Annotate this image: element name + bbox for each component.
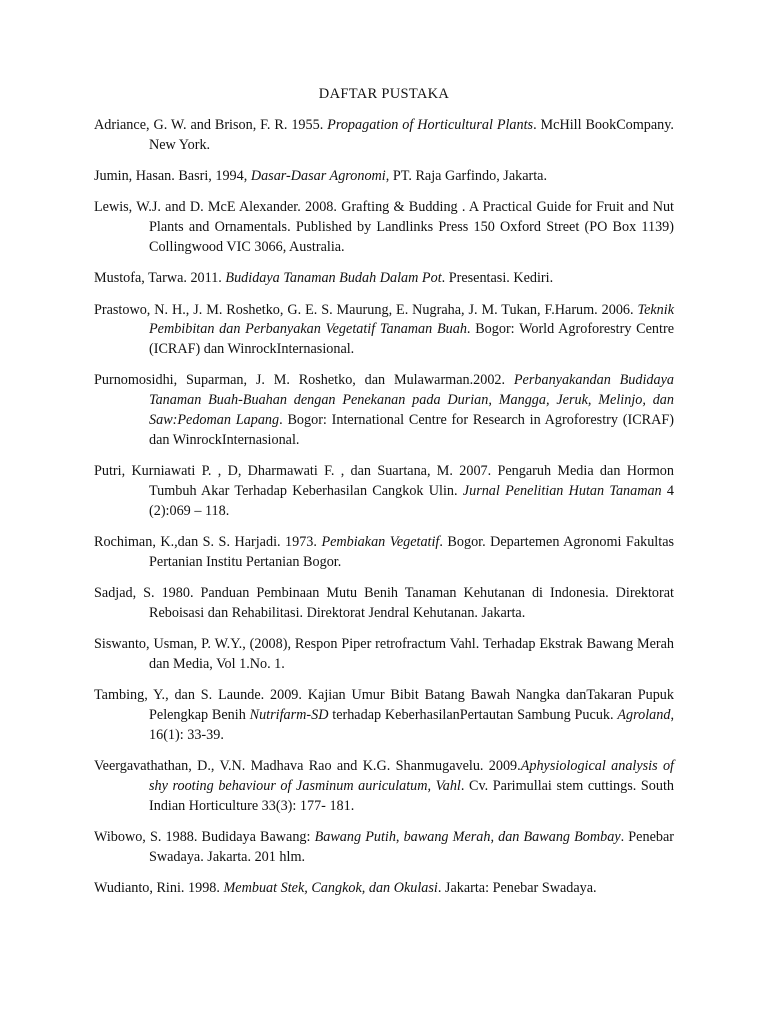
reference-text: Tambing, Y., dan S. Launde. 2009. Kajian Umur Bibit Batang Bawah Nangka danTakaran Pupuk Pelengkap Benih bbox=[94, 687, 674, 724]
reference-text: Rochiman, K.,dan S. S. Harjadi. 1973. bbox=[94, 534, 322, 551]
reference-title-italic: Agroland bbox=[617, 707, 671, 724]
reference-list bbox=[94, 116, 674, 899]
reference-text: . Jakarta: Penebar Swadaya. bbox=[437, 880, 597, 897]
reference-text: Adriance, G. W. and Brison, F. R. 1955. bbox=[94, 117, 328, 133]
reference-title-italic: Budidaya Tanaman Budah Dalam Pot bbox=[225, 270, 442, 287]
reference-text: Wudianto, Rini. 1998. bbox=[94, 880, 224, 897]
reference-text: Jumin, Hasan. Basri, 1994, bbox=[94, 168, 251, 185]
reference-title-italic: Aphysiological analysis of shy rooting behaviour of Jasminum auriculatum, Vahl bbox=[149, 758, 674, 795]
reference-text: 4 (2):069 – 118. bbox=[149, 482, 674, 519]
reference-text: . Bogor. Departemen Agronomi Fakultas Pertanian Institu Pertanian Bogor. bbox=[149, 534, 675, 570]
reference-text: . Bogor: International Centre for Research in Agroforestry (ICRAF) dan WinrockInternasional. bbox=[149, 412, 674, 448]
reference-entry bbox=[94, 533, 674, 573]
reference-text: . Penebar Swadaya. Jakarta. 201 hlm. bbox=[149, 829, 674, 865]
reference-title-italic: Pembiakan Vegetatif bbox=[321, 534, 440, 551]
reference-title-italic: Membuat Stek, Cangkok, dan Okulasi bbox=[223, 880, 438, 897]
reference-entry bbox=[94, 686, 674, 745]
reference-title-italic: Perbanyakandan Budidaya Tanaman Buah-Buahan dengan Penekanan pada Durian, Mangga, Jeruk, Melinjo, dan Saw:Pedoman Lapang bbox=[149, 372, 674, 429]
reference-text: . McHill BookCompany. New York. bbox=[149, 117, 674, 153]
reference-text: . Cv. Parimullai stem cuttings. South Indian Horticulture 33(3): 177- 181. bbox=[149, 778, 674, 814]
page-title: DAFTAR PUSTAKA bbox=[318, 86, 450, 102]
reference-text: Prastowo, N. H., J. M. Roshetko, G. E. S. Maurung, E. Nugraha, J. M. Tukan, F.Harum. 2006. bbox=[94, 301, 638, 318]
reference-entry bbox=[94, 462, 674, 521]
reference-title-italic: Teknik Pembibitan dan Perbanyakan Vegetatif Tanaman Buah bbox=[149, 301, 674, 338]
reference-entry bbox=[94, 301, 674, 360]
reference-text: terhadap KeberhasilanPertautan Sambung Pucuk. bbox=[328, 707, 618, 724]
reference-title-italic: Jurnal Penelitian Hutan Tanaman bbox=[462, 482, 662, 499]
reference-text: Lewis, W.J. and D. McE Alexander. 2008. Grafting & Budding . A Practical Guide for Fruit and Nut Plants and Ornamentals. Published by Landlinks Press 150 Oxford Street (PO Box 1139) Collingwood VIC 3066, Australia. bbox=[94, 199, 674, 255]
reference-entry bbox=[94, 167, 674, 187]
reference-title-italic: Propagation of Horticultural Plants bbox=[327, 117, 534, 133]
reference-entry bbox=[94, 371, 674, 450]
reference-text: , 16(1): 33-39. bbox=[149, 707, 674, 743]
reference-text: Mustofa, Tarwa. 2011. bbox=[94, 270, 226, 287]
reference-text: , PT. Raja Garfindo, Jakarta. bbox=[385, 168, 548, 185]
reference-title-italic: Dasar-Dasar Agronomi bbox=[250, 168, 386, 185]
reference-entry bbox=[94, 635, 674, 675]
reference-entry bbox=[94, 879, 674, 899]
reference-title-italic: Nutrifarm-SD bbox=[249, 707, 329, 724]
reference-entry bbox=[94, 116, 674, 156]
reference-text: Sadjad, S. 1980. Panduan Pembinaan Mutu Benih Tanaman Kehutanan di Indonesia. Direktorat Reboisasi dan Rehabilitasi. Direktorat Jendral Kehutanan. Jakarta. bbox=[94, 585, 674, 621]
reference-text: Putri, Kurniawati P. , D, Dharmawati F. , dan Suartana, M. 2007. Pengaruh Media dan Hormon Tumbuh Akar Terhadap Keberhasilan Cangkok Ulin. bbox=[94, 463, 674, 499]
reference-entry bbox=[94, 584, 674, 624]
reference-entry bbox=[94, 198, 674, 257]
reference-text: Purnomosidhi, Suparman, J. M. Roshetko, dan Mulawarman.2002. bbox=[94, 372, 514, 389]
reference-text: Wibowo, S. 1988. Budidaya Bawang: bbox=[94, 829, 315, 846]
reference-text: Siswanto, Usman, P. W.Y., (2008), Respon Piper retrofractum Vahl. Terhadap Ekstrak Bawang Merah dan Media, Vol 1.No. 1. bbox=[94, 636, 674, 673]
reference-entry bbox=[94, 269, 674, 289]
reference-title-italic: Bawang Putih, bawang Merah, dan Bawang Bombay bbox=[314, 829, 621, 846]
reference-text: . Presentasi. Kediri. bbox=[441, 270, 554, 287]
reference-text: Veergavathathan, D., V.N. Madhava Rao and K.G. Shanmugavelu. 2009. bbox=[94, 758, 521, 775]
reference-entry bbox=[94, 828, 674, 868]
reference-text: . Bogor: World Agroforestry Centre (ICRAF) dan WinrockInternasional. bbox=[149, 321, 674, 358]
reference-entry bbox=[94, 757, 674, 816]
